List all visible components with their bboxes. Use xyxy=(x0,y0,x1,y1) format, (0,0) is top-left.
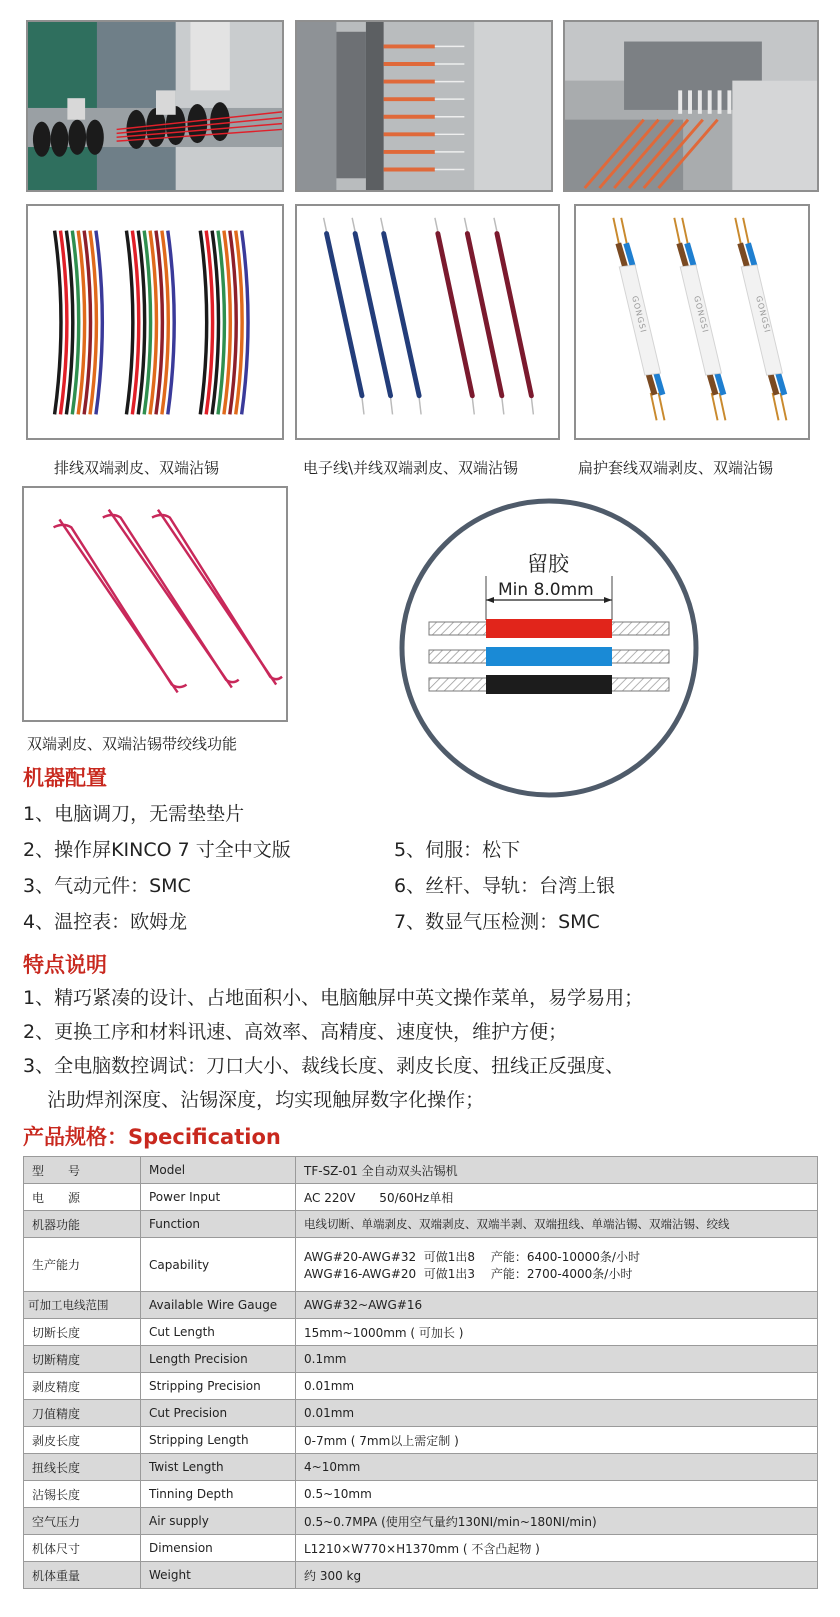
spec-en: Tinning Depth xyxy=(141,1481,296,1508)
spec-value: 15mm~1000mm ( 可加长 ) xyxy=(296,1319,818,1346)
spec-value-2: AWG#16-AWG#20 可做1出3 产能：2700-4000条/小时 xyxy=(304,1266,633,1281)
config-title: 机器配置 xyxy=(23,766,107,790)
spec-en: Weight xyxy=(141,1562,296,1589)
spec-row-function xyxy=(24,1211,818,1238)
caption-flat-cable: 排线双端剥皮、双端沾锡 xyxy=(54,459,220,477)
spec-table xyxy=(23,1156,818,1589)
spec-cn: 可加工电线范围 xyxy=(24,1292,141,1319)
machine-photo-stripping xyxy=(295,20,553,192)
spec-row-capability xyxy=(24,1238,818,1292)
config-item-7: 7、数显气压检测：SMC xyxy=(394,911,600,933)
machine-photo-clamps xyxy=(26,20,284,192)
spec-value: 0-7mm ( 7mm以上需定制 ) xyxy=(296,1427,818,1454)
product-photo-flat-cable xyxy=(26,204,284,440)
spec-value: 0.5~0.7MPA (使用空气量约130NI/min~180NI/min) xyxy=(296,1508,818,1535)
spec-cn: 扭线长度 xyxy=(24,1454,141,1481)
spec-row-cut-length xyxy=(24,1319,818,1346)
feature-line-4: 沾助焊剂深度、沾锡深度，均实现触屏数字化操作； xyxy=(23,1089,485,1111)
residual-insulation-diagram xyxy=(399,498,699,798)
spec-en: Air supply xyxy=(141,1508,296,1535)
config-item-4: 4、温控表：欧姆龙 xyxy=(23,911,188,933)
product-photo-twisted-wire xyxy=(22,486,288,722)
spec-row-weight xyxy=(24,1562,818,1589)
spec-en: Dimension xyxy=(141,1535,296,1562)
spec-row-dimension xyxy=(24,1535,818,1562)
spec-value-cell xyxy=(296,1238,818,1292)
blue-insulation-bar xyxy=(486,647,612,666)
spec-row-twist-length xyxy=(24,1454,818,1481)
sheath-print-1: GONGSI xyxy=(630,294,649,335)
spec-cn: 切断长度 xyxy=(24,1319,141,1346)
spec-en: Function xyxy=(141,1211,296,1238)
spec-cn: 型 号 xyxy=(24,1157,141,1184)
spec-en: Capability xyxy=(141,1238,296,1292)
spec-en: Twist Length xyxy=(141,1454,296,1481)
spec-row-stripping-precision xyxy=(24,1373,818,1400)
spec-cn: 剥皮长度 xyxy=(24,1427,141,1454)
spec-cn: 生产能力 xyxy=(24,1238,141,1292)
config-item-2: 2、操作屏KINCO 7 寸全中文版 xyxy=(23,839,291,861)
spec-cn: 切断精度 xyxy=(24,1346,141,1373)
spec-en: Cut Length xyxy=(141,1319,296,1346)
sheath-print-3: GONGSI xyxy=(754,294,773,335)
spec-en: Cut Precision xyxy=(141,1400,296,1427)
spec-value: AWG#20-AWG#32 可做1出8 产能：6400-10000条/小时 xyxy=(304,1249,640,1264)
spec-value: 0.1mm xyxy=(296,1346,818,1373)
spec-en: Stripping Precision xyxy=(141,1373,296,1400)
spec-value: 0.5~10mm xyxy=(296,1481,818,1508)
config-item-3: 3、气动元件：SMC xyxy=(23,875,191,897)
black-insulation-bar xyxy=(486,675,612,694)
spec-value: 电线切断、单端剥皮、双端剥皮、双端半剥、双端扭线、单端沾锡、双端沾锡、绞线 xyxy=(296,1211,818,1238)
feature-line-3: 3、全电脑数控调试：刀口大小、裁线长度、剥皮长度、扭线正反强度、 xyxy=(23,1055,625,1077)
spec-cn: 机体重量 xyxy=(24,1562,141,1589)
spec-cn: 机器功能 xyxy=(24,1211,141,1238)
spec-value: 约 300 kg xyxy=(296,1562,818,1589)
spec-title: 产品规格：Specification xyxy=(23,1125,281,1149)
feature-line-2: 2、更换工序和材料讯速、高效率、高精度、速度快，维护方便； xyxy=(23,1021,568,1043)
diagram-title: 留胶 xyxy=(527,552,569,576)
product-photo-sheathed-wire xyxy=(574,204,810,440)
spec-en: Length Precision xyxy=(141,1346,296,1373)
caption-electronic-wire: 电子线\并线双端剥皮、双端沾锡 xyxy=(303,459,519,477)
spec-en: Power Input xyxy=(141,1184,296,1211)
config-item-6: 6、丝杆、导轨：台湾上银 xyxy=(394,875,616,897)
spec-cn: 机体尺寸 xyxy=(24,1535,141,1562)
spec-cn: 电 源 xyxy=(24,1184,141,1211)
red-insulation-bar xyxy=(486,619,612,638)
diagram-min-label: Min 8.0mm xyxy=(498,580,594,600)
spec-row-power xyxy=(24,1184,818,1211)
spec-en: Available Wire Gauge xyxy=(141,1292,296,1319)
spec-row-cut-precision xyxy=(24,1400,818,1427)
spec-row-stripping-length xyxy=(24,1427,818,1454)
spec-value: TF-SZ-01 全自动双头沾锡机 xyxy=(296,1157,818,1184)
config-item-1: 1、电脑调刀，无需垫垫片 xyxy=(23,803,245,825)
spec-en: Stripping Length xyxy=(141,1427,296,1454)
features-title: 特点说明 xyxy=(23,953,107,977)
spec-value: AC 220V 50/60Hz单相 xyxy=(296,1184,818,1211)
sheath-print-2: GONGSI xyxy=(692,294,711,335)
spec-en: Model xyxy=(141,1157,296,1184)
spec-cn: 刀值精度 xyxy=(24,1400,141,1427)
spec-row-length-precision xyxy=(24,1346,818,1373)
spec-value: L1210×W770×H1370mm ( 不含凸起物 ) xyxy=(296,1535,818,1562)
spec-value: 0.01mm xyxy=(296,1373,818,1400)
spec-cn: 空气压力 xyxy=(24,1508,141,1535)
config-item-5: 5、伺服：松下 xyxy=(394,839,521,861)
spec-value: 0.01mm xyxy=(296,1400,818,1427)
caption-sheathed-wire: 扁护套线双端剥皮、双端沾锡 xyxy=(578,459,774,477)
spec-cn: 剥皮精度 xyxy=(24,1373,141,1400)
caption-twisted-wire: 双端剥皮、双端沾锡带绞线功能 xyxy=(27,735,238,753)
spec-cn: 沾锡长度 xyxy=(24,1481,141,1508)
spec-row-model xyxy=(24,1157,818,1184)
spec-value: 4~10mm xyxy=(296,1454,818,1481)
spec-row-tinning-depth xyxy=(24,1481,818,1508)
product-photo-electronic-wire xyxy=(295,204,560,440)
machine-photo-tinning xyxy=(563,20,819,192)
spec-value: AWG#32~AWG#16 xyxy=(296,1292,818,1319)
spec-row-gauge xyxy=(24,1292,818,1319)
spec-row-air-supply xyxy=(24,1508,818,1535)
feature-line-1: 1、精巧紧凑的设计、占地面积小、电脑触屏中英文操作菜单，易学易用； xyxy=(23,987,644,1009)
